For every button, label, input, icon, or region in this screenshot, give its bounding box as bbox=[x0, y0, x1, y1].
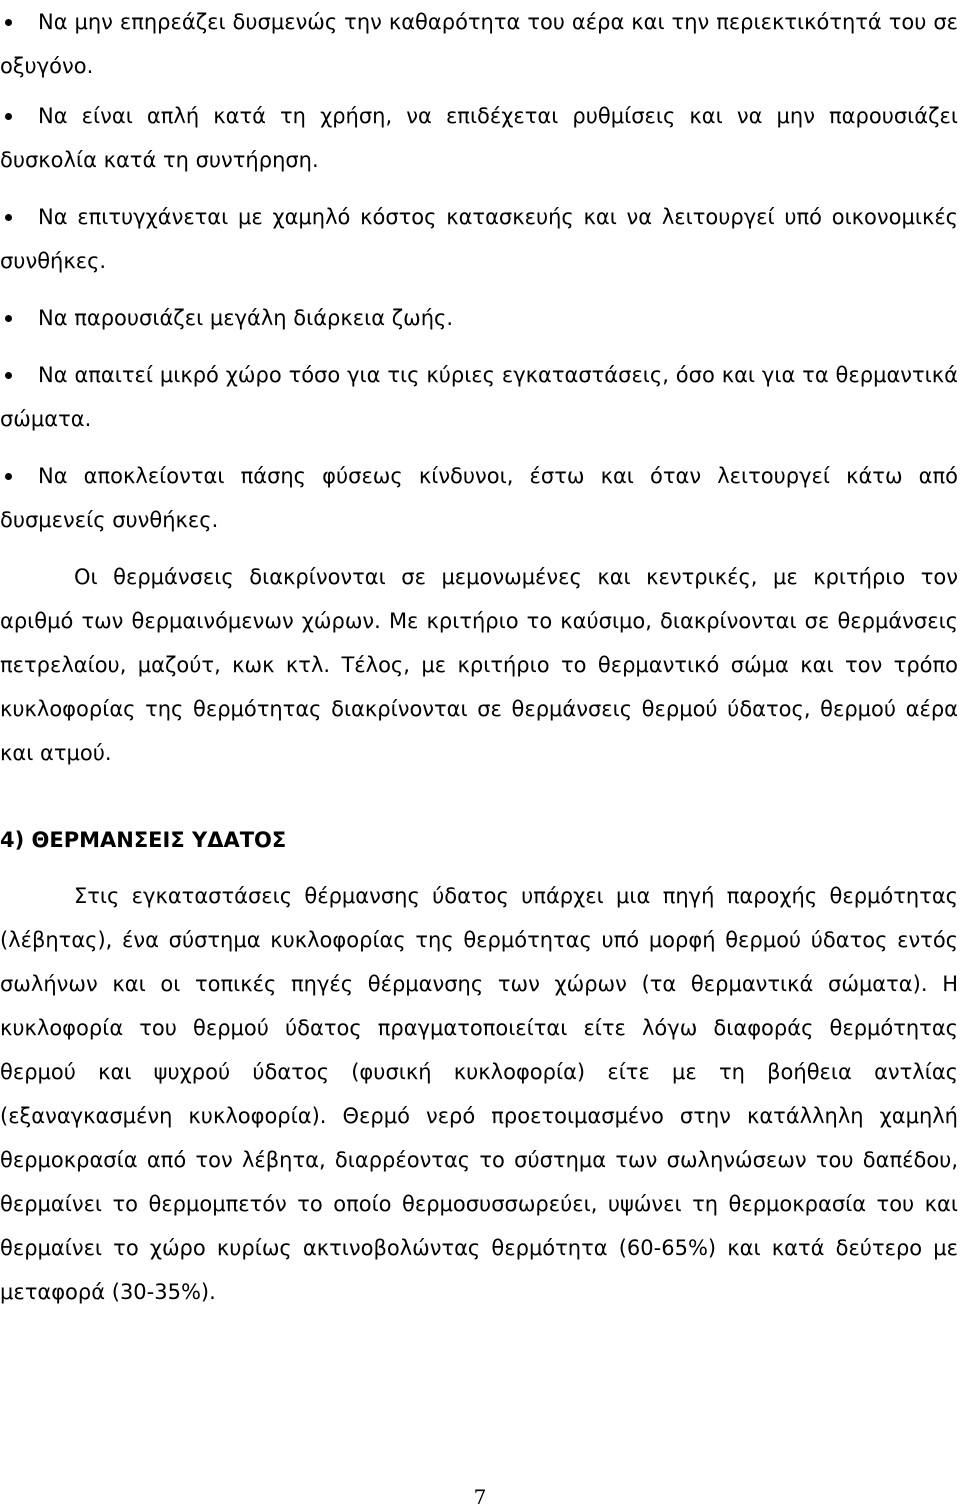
bullet-icon bbox=[5, 19, 12, 26]
list-item-text: Να απαιτεί μικρό χώρο τόσο για τις κύριες εγκαταστάσεις, όσο και για τα θερμαντικά σώματα. bbox=[0, 363, 958, 431]
bullet-icon bbox=[5, 473, 12, 480]
bullet-icon bbox=[5, 372, 12, 379]
list-item bbox=[0, 94, 958, 182]
list-item-text: Να είναι απλή κατά τη χρήση, να επιδέχεται ρυθμίσεις και να μην παρουσιάζει δυσκολία κατά τη συντήρηση. bbox=[0, 104, 958, 172]
list-item-text: Να μην επηρεάζει δυσμενώς την καθαρότητα του αέρα και την περιεκτικότητά του σε οξυγόνο. bbox=[0, 10, 958, 78]
paragraph-water-heating: Στις εγκαταστάσεις θέρμανσης ύδατος υπάρχει μια πηγή παροχής θερμότητας (λέβητας), ένα σύστημα κυκλοφορίας της θερμότητας υπό μορφή θερμού ύδατος εντός σωλήνων και οι τοπικές πηγές θέρμανσης των χώρων (τα θερμαντικά σώματα). Η κυκλοφορία του θερμού ύδατος πραγματοποιείται είτε λόγω διαφοράς θερμότητας θερμού και ψυχρού ύδατος (φυσική κυκλοφορία) είτε με τη βοήθεια αντλίας (εξαναγκασμένη κυκλοφορία). Θερμό νερό προετοιμασμένο στην κατάλληλη χαμηλή θερμοκρασία από τον λέβητα, διαρρέοντας το σύστημα των σωληνώσεων του δαπέδου, θερμαίνει το θερμομπετόν το οποίο θερμοσυσσωρεύει, υψώνει τη θερμοκρασία του και θερμαίνει το χώρο κυρίως ακτινοβολώντας θερμότητα (60-65%) και κατά δεύτερο με μεταφορά (30-35%). bbox=[0, 884, 958, 1304]
list-item bbox=[0, 296, 958, 340]
section-heading: 4) ΘΕΡΜΑΝΣΕΙΣ ΥΔΑΤΟΣ bbox=[0, 828, 287, 852]
list-item bbox=[0, 0, 958, 88]
bullet-icon bbox=[5, 214, 12, 221]
bullet-icon bbox=[5, 315, 12, 322]
paragraph-heating-types: Οι θερμάνσεις διακρίνονται σε μεμονωμένες και κεντρικές, με κριτήριο τον αριθμό των θερμαινόμενων χώρων. Με κριτήριο το καύσιμο, διακρίνονται σε θερμάνσεις πετρελαίου, μαζούτ, κωκ κτλ. Τέλος, με κριτήριο το θερμαντικό σώμα και τον τρόπο κυκλοφορίας της θερμότητας διακρίνονται σε θερμάνσεις θερμού ύδατος, θερμού αέρα και ατμού. bbox=[0, 565, 958, 765]
list-item bbox=[0, 353, 958, 441]
list-item bbox=[0, 454, 958, 542]
bullet-icon bbox=[5, 113, 12, 120]
list-item-text: Να αποκλείονται πάσης φύσεως κίνδυνοι, έστω και όταν λειτουργεί κάτω από δυσμενείς συνθήκες. bbox=[0, 464, 958, 532]
list-item-text: Να επιτυγχάνεται με χαμηλό κόστος κατασκευής και να λειτουργεί υπό οικονομικές συνθήκες. bbox=[0, 205, 958, 273]
list-item bbox=[0, 195, 958, 283]
list-item-text: Να παρουσιάζει μεγάλη διάρκεια ζωής. bbox=[38, 306, 454, 330]
page-number: 7 bbox=[473, 1485, 487, 1509]
